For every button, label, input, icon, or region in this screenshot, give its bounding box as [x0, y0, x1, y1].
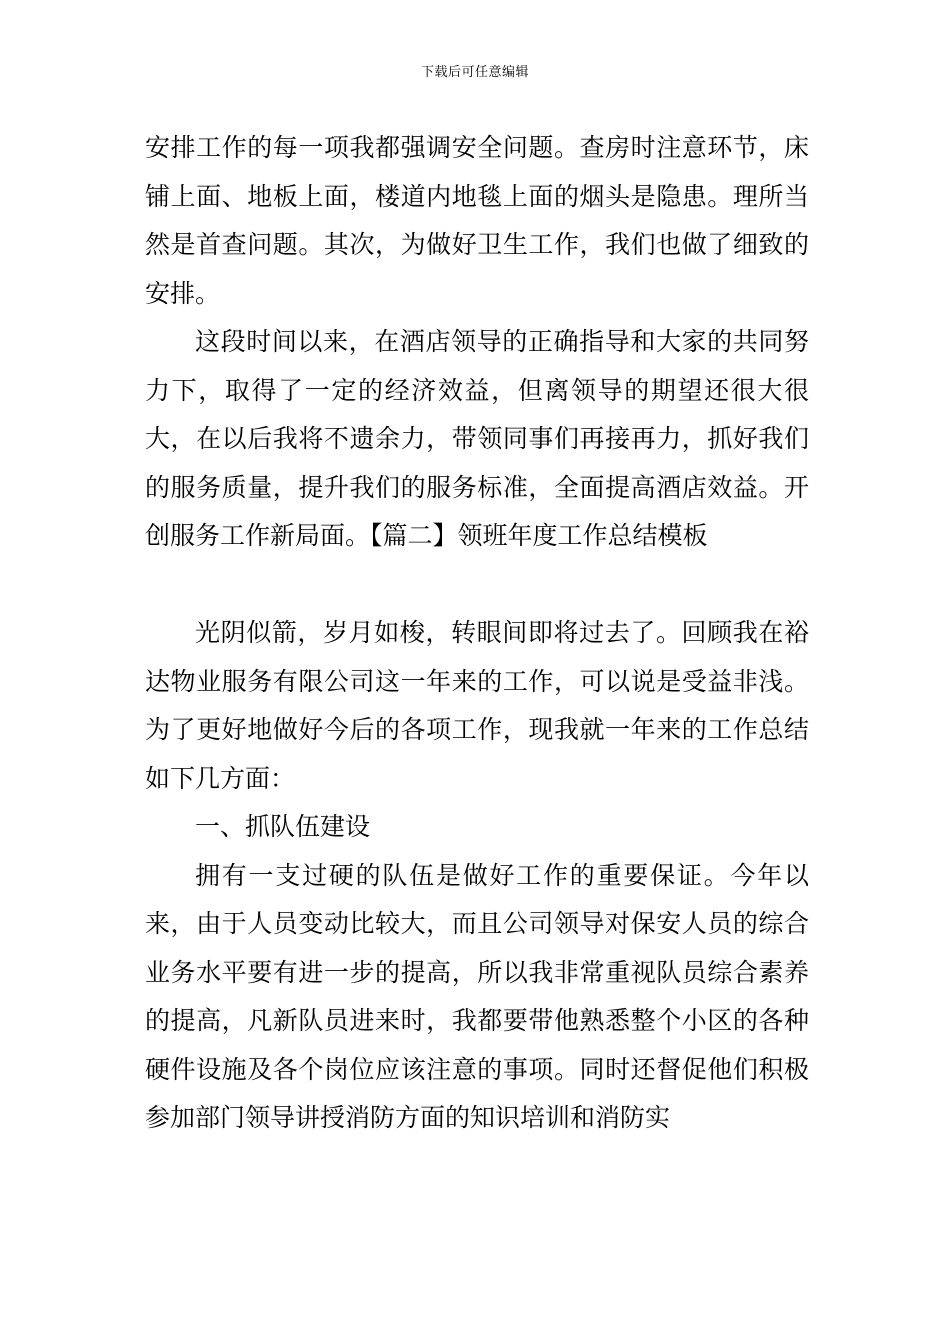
blank-line — [145, 561, 809, 610]
paragraph-2: 这段时间以来，在酒店领导的正确指导和大家的共同努力下，取得了一定的经济效益，但离领导的期望还很大很大，在以后我将不遗余力，带领同事们再接再力，抓好我们的服务质量，提升我们的服务标准，全面提高酒店效益。开创服务工作新局面。【篇二】领班年度工作总结模板 — [145, 327, 809, 550]
section-heading: 一、抓队伍建设 — [195, 812, 371, 841]
page-header: 下载后可任意编辑 — [420, 65, 529, 80]
paragraph-1: 安排工作的每一项我都强调安全问题。查房时注意环节，床铺上面、地板上面，楼道内地毯上面的烟头是隐患。理所当然是首查问题。其次，为做好卫生工作，我们也做了细致的安排。 — [145, 133, 809, 308]
document-body — [145, 124, 809, 1143]
paragraph-4: 拥有一支过硬的队伍是做好工作的重要保证。今年以来，由于人员变动比较大，而且公司领导对保安人员的综合业务水平要有进一步的提高，所以我非常重视队员综合素养的提高，凡新队员进来时，我都要带他熟悉整个小区的各种硬件设施及各个岗位应该注意的事项。同时还督促他们积极参加部门领导讲授消防方面的知识培训和消防实 — [145, 860, 809, 1132]
paragraph-3: 光阴似箭，岁月如梭，转眼间即将过去了。回顾我在裕达物业服务有限公司这一年来的工作，可以说是受益非浅。为了更好地做好今后的各项工作，现我就一年来的工作总结如下几方面： — [145, 618, 809, 793]
